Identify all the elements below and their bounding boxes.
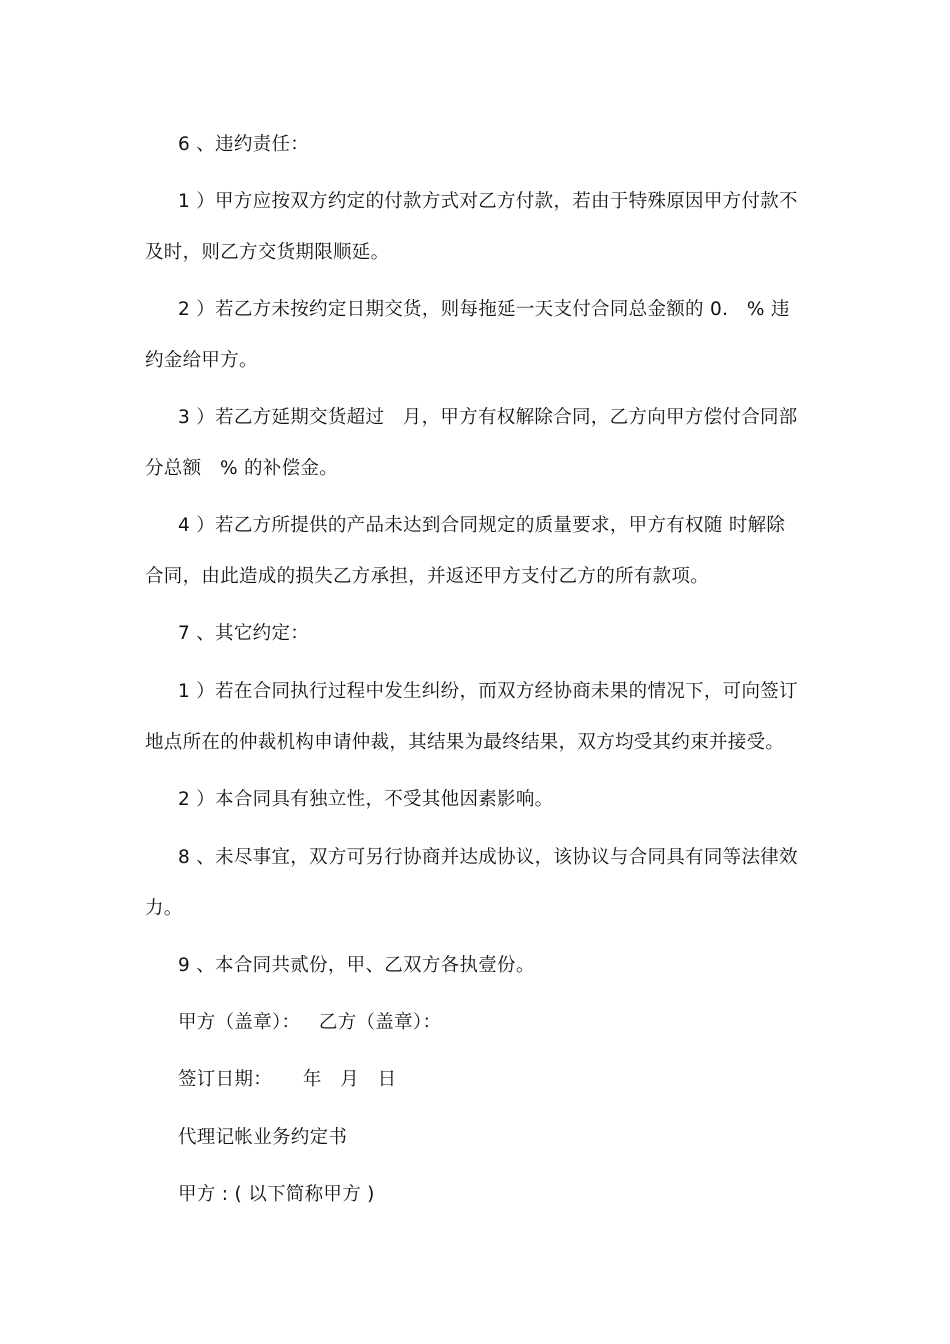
clause-6-1-line-2: 及时，则乙方交货期限顺延。 [145, 242, 390, 263]
party-a-line: 甲方 : ( 以下简称甲方 ) [178, 1184, 375, 1205]
section-6-heading: 6 、违约责任： [178, 134, 310, 155]
section-8-line-2: 力。 [145, 898, 183, 919]
clause-7-1-line-2: 地点所在的仲裁机构申请仲裁，其结果为最终结果，双方均受其约束并接受。 [145, 732, 785, 753]
clause-6-2-line-2: 约金给甲方。 [145, 350, 258, 371]
signature-line: 甲方（盖章）： 乙方（盖章）： [178, 1012, 442, 1033]
clause-6-3-line-2: 分总额 % 的补偿金。 [145, 458, 339, 479]
clause-6-4-line-2: 合同，由此造成的损失乙方承担，并返还甲方支付乙方的所有款项。 [145, 566, 710, 587]
clause-7-1-line-1: 1 ）若在合同执行过程中发生纠纷，而双方经协商未果的情况下，可向签订 [178, 681, 798, 702]
clause-6-3-line-1: 3 ）若乙方延期交货超过 月，甲方有权解除合同，乙方向甲方偿付合同部 [178, 407, 798, 428]
section-7-heading: 7 、其它约定： [178, 623, 310, 644]
new-document-title: 代理记帐业务约定书 [178, 1127, 348, 1148]
clause-6-4-line-1: 4 ）若乙方所提供的产品未达到合同规定的质量要求，甲方有权随 时解除 [178, 515, 786, 536]
signing-date-line: 签订日期： 年 月 日 [178, 1069, 397, 1090]
clause-6-1-line-1: 1 ）甲方应按双方约定的付款方式对乙方付款，若由于特殊原因甲方付款不 [178, 191, 798, 212]
clause-7-2: 2 ）本合同具有独立性，不受其他因素影响。 [178, 789, 554, 810]
section-8-line-1: 8 、未尽事宜，双方可另行协商并达成协议，该协议与合同具有同等法律效 [178, 847, 798, 868]
clause-6-2-line-1: 2 ）若乙方未按约定日期交货，则每拖延一天支付合同总金额的 0. % 违 [178, 299, 790, 320]
section-9: 9 、本合同共贰份，甲、乙双方各执壹份。 [178, 955, 535, 976]
